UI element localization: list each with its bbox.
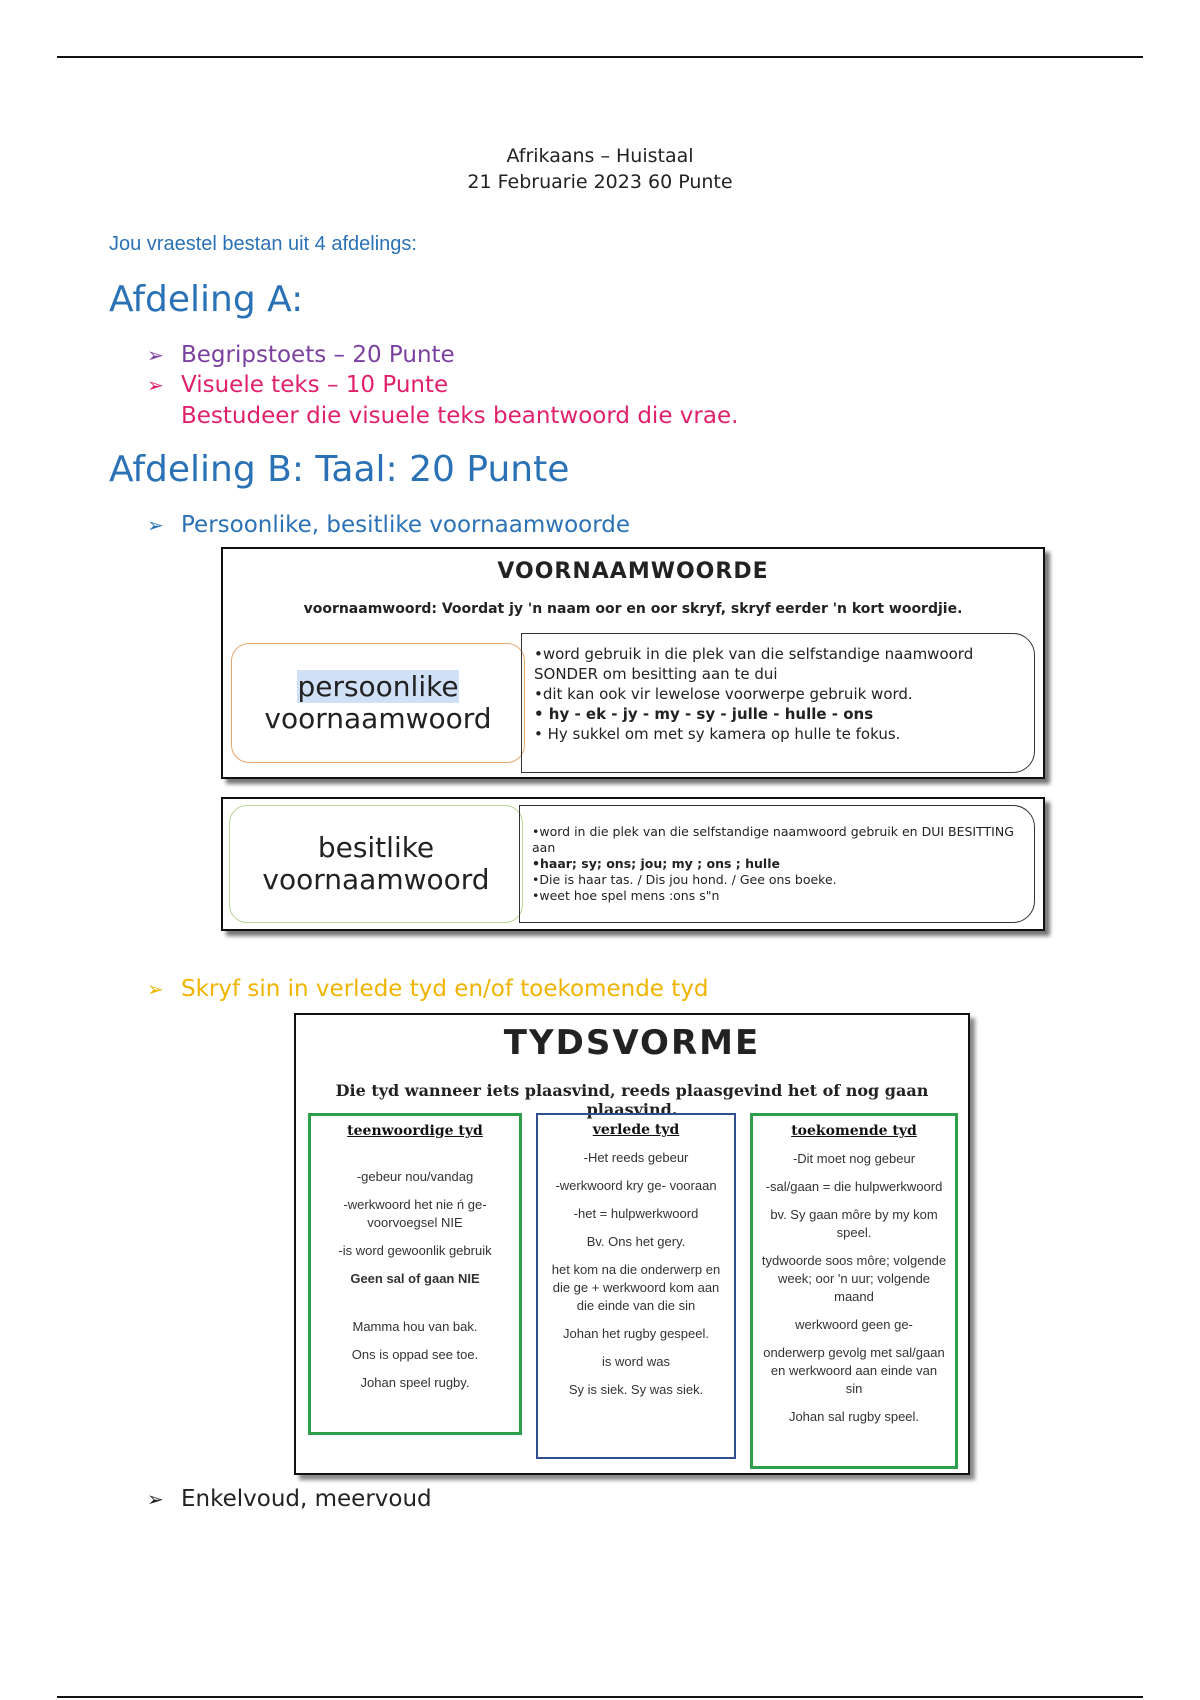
column-line: Johan het rugby gespeel. xyxy=(563,1326,709,1341)
visuele-instruction: Bestudeer die visuele teks beantwoord die vrae. xyxy=(181,403,739,429)
column-line: werkwoord geen ge- xyxy=(795,1317,913,1332)
besitlike-line: •haar; sy; ons; jou; my ; ons ; hulle xyxy=(532,856,780,871)
column-line: Ons is oppad see toe. xyxy=(351,1347,479,1362)
persoonlike-label-noun: voornaamwoord xyxy=(264,702,492,735)
column-line: -het = hulpwerkwoord xyxy=(573,1206,699,1221)
column-heading: toekomende tyd xyxy=(791,1123,917,1139)
toekomende-tyd-column xyxy=(750,1113,958,1469)
header-date: 21 Februarie 2023 60 Punte xyxy=(467,171,733,193)
persoonlike-label-word: persoonlike xyxy=(297,670,459,703)
besitlike-label-noun: voornaamwoord xyxy=(262,863,490,896)
voornaamwoorde-title: VOORNAAMWOORDE xyxy=(497,559,769,584)
column-heading: teenwoordige tyd xyxy=(347,1123,483,1139)
besitlike-figure xyxy=(221,797,1045,931)
persoonlike-line: • hy - ek - jy - my - sy - julle - hulle - ons xyxy=(534,705,874,723)
column-line: -is word gewoonlik gebruik xyxy=(338,1243,492,1258)
bullet-label: Persoonlike, besitlike voornaamwoorde xyxy=(181,512,631,538)
persoonlike-label-box xyxy=(231,643,525,763)
afdeling-a-heading: Afdeling A: xyxy=(109,279,304,320)
bullet-enkelvoud xyxy=(147,1486,432,1512)
top-rule xyxy=(57,56,1143,58)
column-line: -sal/gaan = die hulpwerkwoord xyxy=(765,1179,943,1194)
header-subject: Afrikaans – Huistaal xyxy=(506,145,694,167)
besitlike-line: •weet hoe spel mens :ons s"n xyxy=(532,888,720,903)
column-line: Johan sal rugby speel. xyxy=(788,1409,920,1424)
column-line: -Het reeds gebeur xyxy=(583,1150,689,1165)
persoonlike-line: •dit kan ook vir lewelose voorwerpe gebruik word. xyxy=(534,685,913,703)
arrow-bullet-icon: ➢ xyxy=(147,513,164,537)
column-line: het kom na die onderwerp en die ge + werkwoord kom aan die einde van die sin xyxy=(551,1262,721,1313)
arrow-bullet-icon: ➢ xyxy=(147,977,164,1001)
persoonlike-line: • Hy sukkel om met sy kamera op hulle te fokus. xyxy=(534,725,901,743)
bullet-visuele-teks xyxy=(147,372,448,398)
tydsvorme-title: TYDSVORME xyxy=(503,1023,761,1063)
besitlike-label-word: besitlike xyxy=(317,831,435,864)
column-line: onderwerp gevolg met sal/gaan en werkwoord aan einde van sin xyxy=(763,1345,945,1396)
arrow-bullet-icon: ➢ xyxy=(147,1487,164,1511)
column-heading: verlede tyd xyxy=(592,1122,680,1138)
intro-text: Jou vraestel bestan uit 4 afdelings: xyxy=(109,233,417,255)
besitlike-line: •word in die plek van die selfstandige naamwoord gebruik en DUI BESITTING aan xyxy=(532,824,1014,855)
column-line: -werkwoord het nie ń ge-voorvoegsel NIE xyxy=(343,1197,487,1230)
column-line: bv. Sy gaan môre by my kom speel. xyxy=(770,1207,938,1240)
besitlike-description xyxy=(519,805,1035,923)
arrow-bullet-icon: ➢ xyxy=(147,343,164,367)
column-line: tydwoorde soos môre; volgende week; oor 'n uur; volgende maand xyxy=(761,1253,947,1304)
column-line: is word was xyxy=(602,1354,670,1369)
column-line: -werkwoord kry ge- vooraan xyxy=(555,1178,717,1193)
column-line: Johan speel rugby. xyxy=(360,1375,470,1390)
document-header xyxy=(0,143,1200,195)
voornaamwoorde-figure xyxy=(221,547,1045,779)
bottom-rule xyxy=(57,1696,1143,1698)
afdeling-b-heading: Afdeling B: Taal: 20 Punte xyxy=(109,449,570,490)
bullet-voornaamwoorde xyxy=(147,512,630,538)
bullet-label: Begripstoets – 20 Punte xyxy=(181,342,455,368)
column-line: Mamma hou van bak. xyxy=(352,1319,478,1334)
teenwoordige-tyd-column xyxy=(308,1113,522,1435)
arrow-bullet-icon: ➢ xyxy=(147,373,164,397)
tydsvorme-figure xyxy=(294,1013,970,1475)
persoonlike-description xyxy=(521,633,1035,773)
bullet-begripstoets xyxy=(147,342,455,368)
column-line: Geen sal of gaan NIE xyxy=(350,1271,480,1286)
besitlike-label-box xyxy=(229,805,523,923)
bullet-label: Skryf sin in verlede tyd en/of toekomende tyd xyxy=(181,976,709,1002)
column-line: Sy is siek. Sy was siek. xyxy=(568,1382,704,1397)
voornaamwoorde-definition: voornaamwoord: Voordat jy 'n naam oor en oor skryf, skryf eerder 'n kort woordjie. xyxy=(303,601,963,617)
bullet-label: Enkelvoud, meervoud xyxy=(181,1486,432,1512)
column-line: -gebeur nou/vandag xyxy=(356,1169,474,1184)
column-line: -Dit moet nog gebeur xyxy=(792,1151,916,1166)
verlede-tyd-column xyxy=(536,1113,736,1459)
besitlike-line: •Die is haar tas. / Dis jou hond. / Gee ons boeke. xyxy=(532,872,837,887)
bullet-tydsvorme xyxy=(147,976,708,1002)
bullet-label: Visuele teks – 10 Punte xyxy=(181,372,449,398)
tydsvorme-subtitle: Die tyd wanneer iets plaasvind, reeds plaasgevind het of nog gaan plaasvind. xyxy=(335,1081,929,1119)
persoonlike-line: •word gebruik in die plek van die selfstandige naamwoord SONDER om besitting aan te dui xyxy=(534,645,974,683)
column-line: Bv. Ons het gery. xyxy=(586,1234,686,1249)
